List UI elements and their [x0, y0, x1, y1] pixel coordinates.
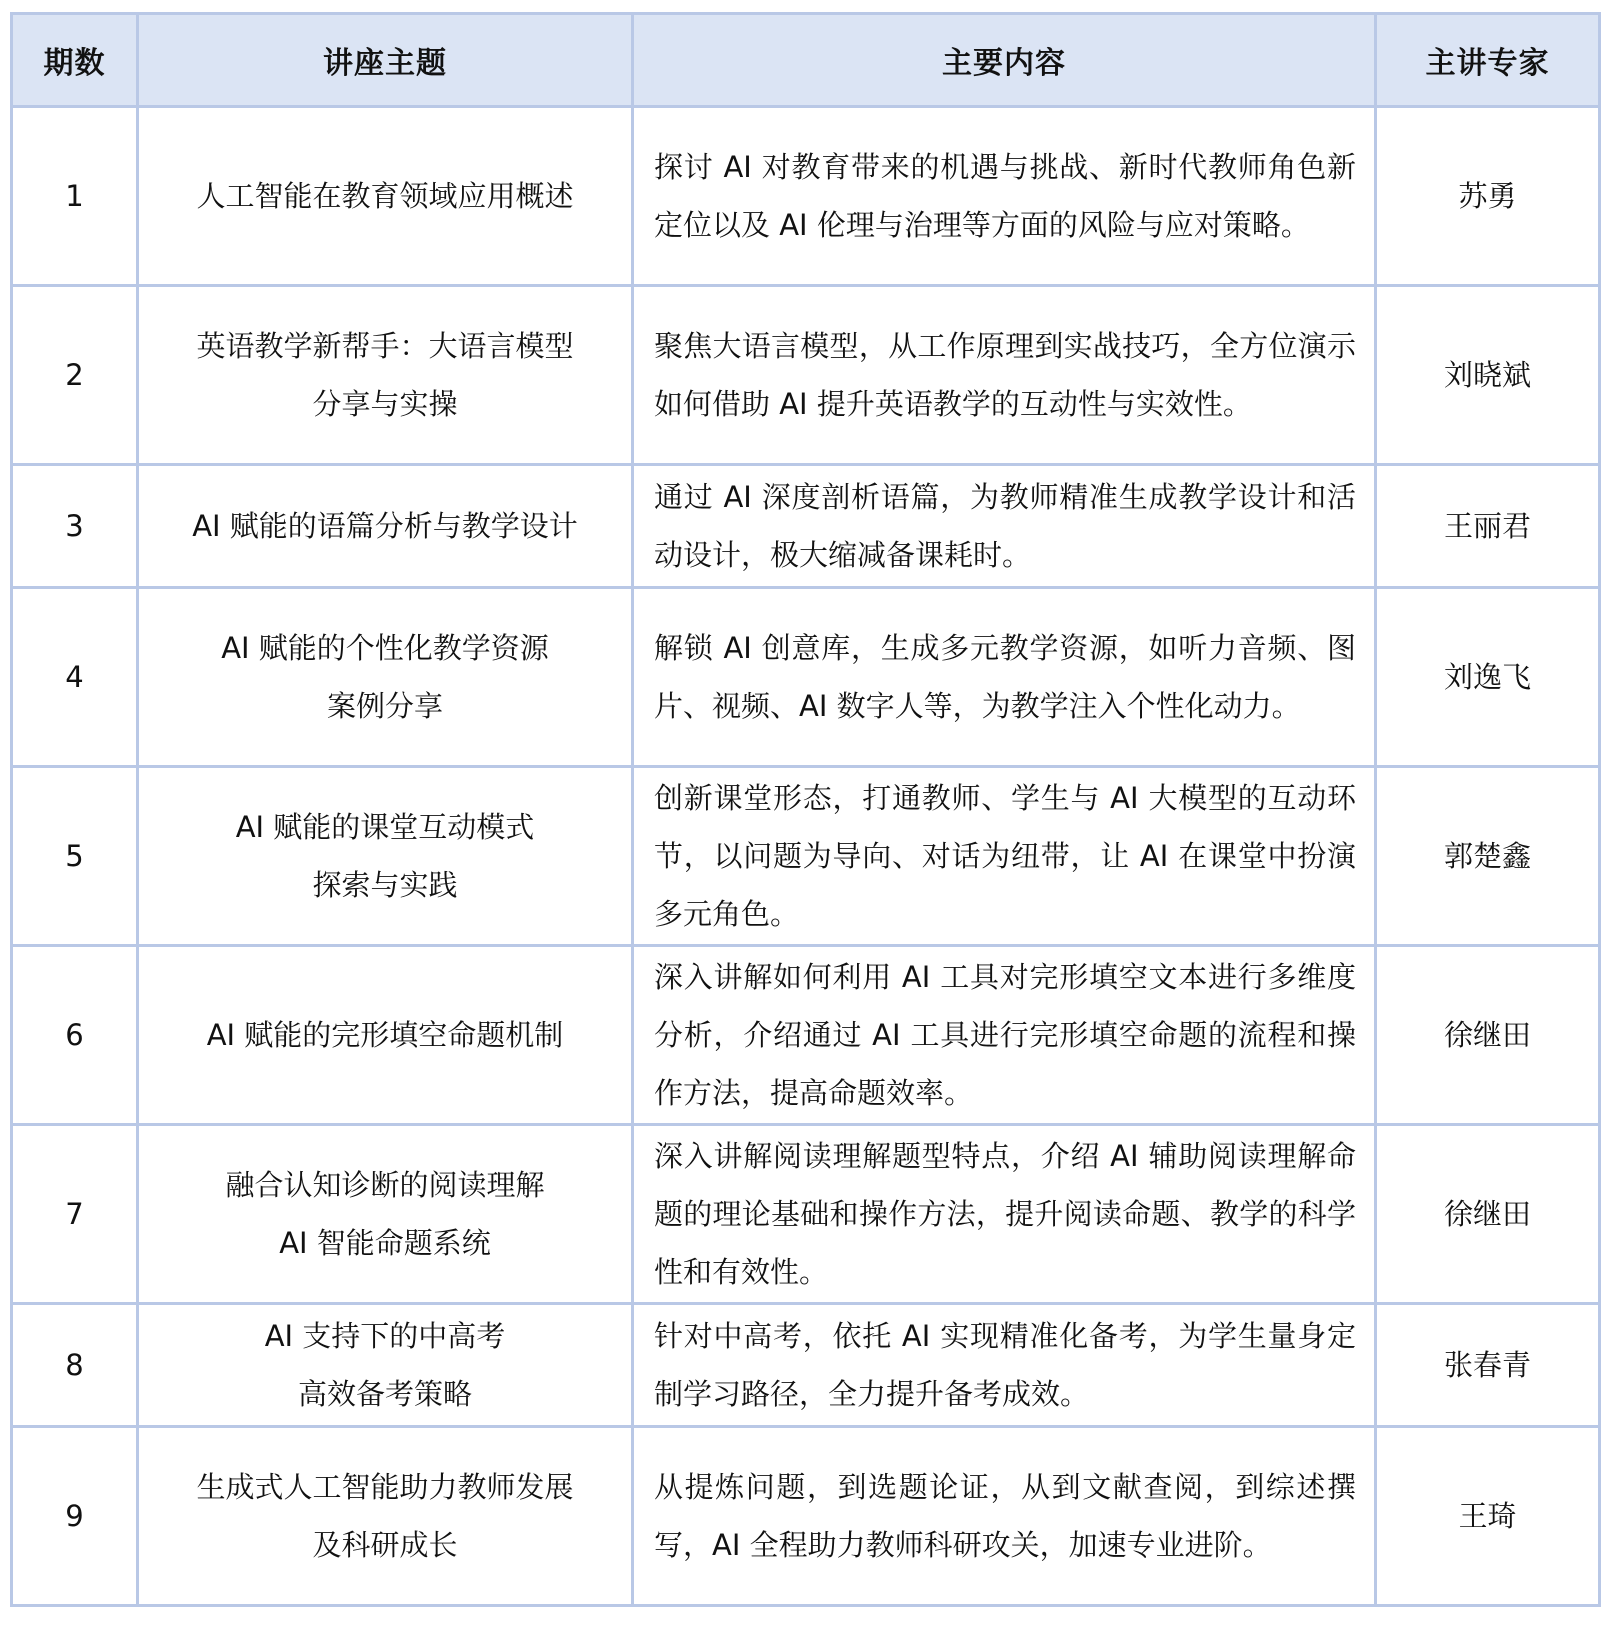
topic-line: 生成式人工智能助力教师发展 — [196, 1470, 574, 1504]
topic-line: AI 智能命题系统 — [279, 1226, 491, 1260]
content-cell: 从提炼问题，到选题论证，从到文献查阅，到综述撰写，AI 全程助力教师科研攻关，加速专业进阶。 — [633, 1427, 1376, 1606]
header-row — [12, 14, 1600, 107]
period-cell: 1 — [12, 107, 138, 286]
content-cell: 深入讲解如何利用 AI 工具对完形填空文本进行多维度分析，介绍通过 AI 工具进行完形填空命题的流程和操作方法，提高命题效率。 — [633, 946, 1376, 1125]
topic-cell — [138, 767, 633, 946]
topic-cell — [138, 465, 633, 588]
topic-cell — [138, 946, 633, 1125]
topic-cell — [138, 286, 633, 465]
table-row — [12, 946, 1600, 1125]
lecture-table — [10, 12, 1601, 1607]
content-cell: 创新课堂形态，打通教师、学生与 AI 大模型的互动环节，以问题为导向、对话为纽带，让 AI 在课堂中扮演多元角色。 — [633, 767, 1376, 946]
period-cell: 6 — [12, 946, 138, 1125]
topic-line: 案例分享 — [326, 689, 443, 723]
period-cell: 9 — [12, 1427, 138, 1606]
table-row — [12, 767, 1600, 946]
topic-line: 融合认知诊断的阅读理解 — [225, 1168, 545, 1202]
topic-cell — [138, 1125, 633, 1304]
topic-line: 分享与实操 — [312, 387, 458, 421]
topic-line: AI 赋能的语篇分析与教学设计 — [192, 509, 578, 543]
expert-cell: 刘晓斌 — [1376, 286, 1600, 465]
period-cell: 4 — [12, 588, 138, 767]
expert-cell: 刘逸飞 — [1376, 588, 1600, 767]
topic-line: 高效备考策略 — [297, 1377, 472, 1411]
expert-cell: 张春青 — [1376, 1304, 1600, 1427]
header-expert: 主讲专家 — [1376, 14, 1600, 107]
lecture-schedule — [10, 12, 1598, 1607]
content-cell: 解锁 AI 创意库，生成多元教学资源，如听力音频、图片、视频、AI 数字人等，为教学注入个性化动力。 — [633, 588, 1376, 767]
topic-line: 及科研成长 — [312, 1528, 458, 1562]
topic-cell — [138, 588, 633, 767]
expert-cell: 郭楚鑫 — [1376, 767, 1600, 946]
period-cell: 8 — [12, 1304, 138, 1427]
period-cell: 5 — [12, 767, 138, 946]
content-cell: 针对中高考，依托 AI 实现精准化备考，为学生量身定制学习路径，全力提升备考成效。 — [633, 1304, 1376, 1427]
content-cell: 深入讲解阅读理解题型特点，介绍 AI 辅助阅读理解命题的理论基础和操作方法，提升阅读命题、教学的科学性和有效性。 — [633, 1125, 1376, 1304]
topic-line: AI 支持下的中高考 — [264, 1319, 506, 1353]
period-cell: 3 — [12, 465, 138, 588]
header-content: 主要内容 — [633, 14, 1376, 107]
header-period: 期数 — [12, 14, 138, 107]
table-row — [12, 286, 1600, 465]
expert-cell: 徐继田 — [1376, 946, 1600, 1125]
topic-line: AI 赋能的课堂互动模式 — [235, 810, 535, 844]
header-topic: 讲座主题 — [138, 14, 633, 107]
table-body — [12, 107, 1600, 1606]
topic-line: AI 赋能的个性化教学资源 — [221, 631, 549, 665]
table-row — [12, 588, 1600, 767]
expert-cell: 苏勇 — [1376, 107, 1600, 286]
content-cell: 探讨 AI 对教育带来的机遇与挑战、新时代教师角色新定位以及 AI 伦理与治理等方面的风险与应对策略。 — [633, 107, 1376, 286]
table-row — [12, 1427, 1600, 1606]
table-row — [12, 107, 1600, 286]
period-cell: 7 — [12, 1125, 138, 1304]
topic-cell — [138, 107, 633, 286]
expert-cell: 徐继田 — [1376, 1125, 1600, 1304]
table-row — [12, 1125, 1600, 1304]
topic-line: AI 赋能的完形填空命题机制 — [206, 1018, 564, 1052]
table-header — [12, 14, 1600, 107]
topic-line: 英语教学新帮手：大语言模型 — [196, 329, 574, 363]
topic-line: 人工智能在教育领域应用概述 — [196, 179, 574, 213]
content-cell: 通过 AI 深度剖析语篇，为教师精准生成教学设计和活动设计，极大缩减备课耗时。 — [633, 465, 1376, 588]
topic-cell — [138, 1304, 633, 1427]
expert-cell: 王丽君 — [1376, 465, 1600, 588]
table-row — [12, 1304, 1600, 1427]
topic-line: 探索与实践 — [312, 868, 458, 902]
period-cell: 2 — [12, 286, 138, 465]
topic-cell — [138, 1427, 633, 1606]
expert-cell: 王琦 — [1376, 1427, 1600, 1606]
content-cell: 聚焦大语言模型，从工作原理到实战技巧，全方位演示如何借助 AI 提升英语教学的互动性与实效性。 — [633, 286, 1376, 465]
table-row — [12, 465, 1600, 588]
